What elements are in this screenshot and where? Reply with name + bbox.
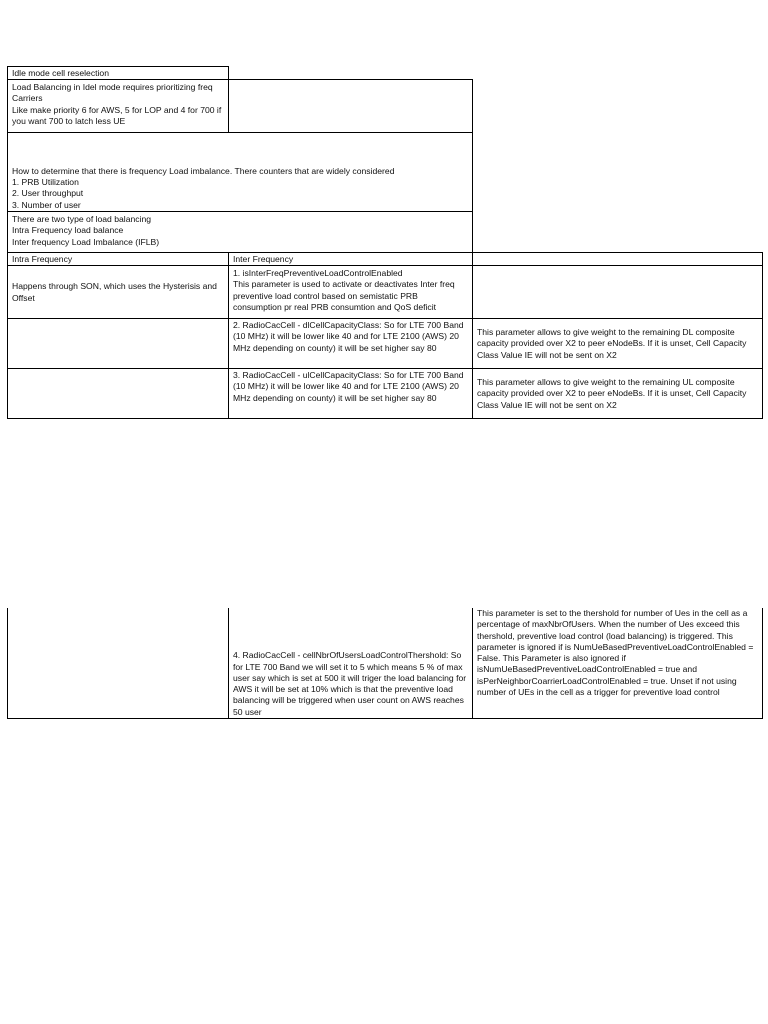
row4-intra-cell [8, 608, 228, 718]
grid-line [472, 79, 473, 419]
grid-line [7, 79, 473, 80]
row3-description-text: This parameter allows to give weight to the remaining UL composite capacity provided over X2 to peer eNodeBs. If it is unset, Cell Capacity Class Value IE will not be sent on X2 [477, 377, 747, 410]
header-inter-frequency: Inter Frequency [233, 254, 294, 264]
grid-line [762, 252, 763, 419]
row1-inter-cell: 1. isInterFreqPreventiveLoadControlEnabled This parameter is used to activate or deactivates Inter freq preventive load control based on semistatic PRB consumption pr real PRB consumtion and QoS deficit [233, 268, 455, 312]
imbalance-counters-cell [8, 133, 472, 211]
row1-intra-text: Happens through SON, which uses the Hysterisis and Offset [12, 281, 217, 303]
row2-intra-cell [8, 319, 228, 368]
row2-inter-cell: 2. RadioCacCell - dlCellCapacityClass: So for LTE 700 Band (10 MHz) it will be lower like 40 and for LTE 2100 (AWS) 20 MHz depending on county) it will be set higher say 80 [233, 320, 464, 353]
row1-description-cell [473, 267, 762, 318]
row3-intra-cell [8, 369, 228, 418]
grid-line [762, 608, 763, 719]
row4-inter-cell [229, 608, 472, 718]
grid-line [7, 211, 473, 212]
section-title-cell: Idle mode cell reselection [12, 68, 109, 78]
row3-inter-cell: 3. RadioCacCell - ulCellCapacityClass: So for LTE 700 Band (10 MHz) it will be lower like 40 and for LTE 2100 (AWS) 20 MHz depending on county) it will be set higher say 80 [233, 370, 464, 403]
row4-description-cell: This parameter is set to the thershold for number of Ues in the cell as a percentage of maxNbrOfUsers. When the number of Ues exceed this thershold, preventive load control (load balancing) is triggered. This parameter is ignored if is NumUeBasedPreventiveLoadControlEnabled = False. This Parameter is also ignored if isNumUeBasedPreventiveLoadControlEnabled = true and isPerNeighborCoarrierLoadControlEnabled = true. Unset if not using number of UEs in the cell as a trigger for preventive load control [477, 608, 754, 698]
grid-line [7, 418, 763, 419]
row3-description-cell [473, 369, 762, 418]
load-balancing-note-cell: Load Balancing in Idel mode requires prioritizing freq Carriers Like make priority 6 for AWS, 5 for LOP and 4 for 700 if you want 700 to latch less UE [12, 82, 222, 126]
grid-line [228, 66, 229, 133]
imbalance-counters-text: How to determine that there is frequency Load imbalance. There counters that are widely considered 1. PRB Utilization 2. User throughput 3. Number of user [12, 165, 395, 210]
row2-description-cell [473, 319, 762, 368]
header-intra-frequency: Intra Frequency [12, 254, 73, 264]
load-balancing-types-cell: There are two type of load balancing Intra Frequency load balance Inter frequency Load Imbalance (IFLB) [12, 214, 160, 247]
row1-intra-cell [8, 266, 228, 318]
row2-description-text: This parameter allows to give weight to the remaining DL composite capacity provided over X2 to peer eNodeBs. If it is unset, Cell Capacity Class Value IE will not be sent on X2 [477, 327, 747, 360]
grid-line [7, 718, 763, 719]
header-empty [473, 253, 762, 265]
row4-inter-text: 4. RadioCacCell - cellNbrOfUsersLoadControlThershold: So for LTE 700 Band we will set it to 5 which means 5 % of max user say which is set at 500 it will triger the load balancing for AWS it will be set at 10% which is that the preventive load balancing will be triggered when user count on AWS reaches 50 user [233, 650, 467, 717]
